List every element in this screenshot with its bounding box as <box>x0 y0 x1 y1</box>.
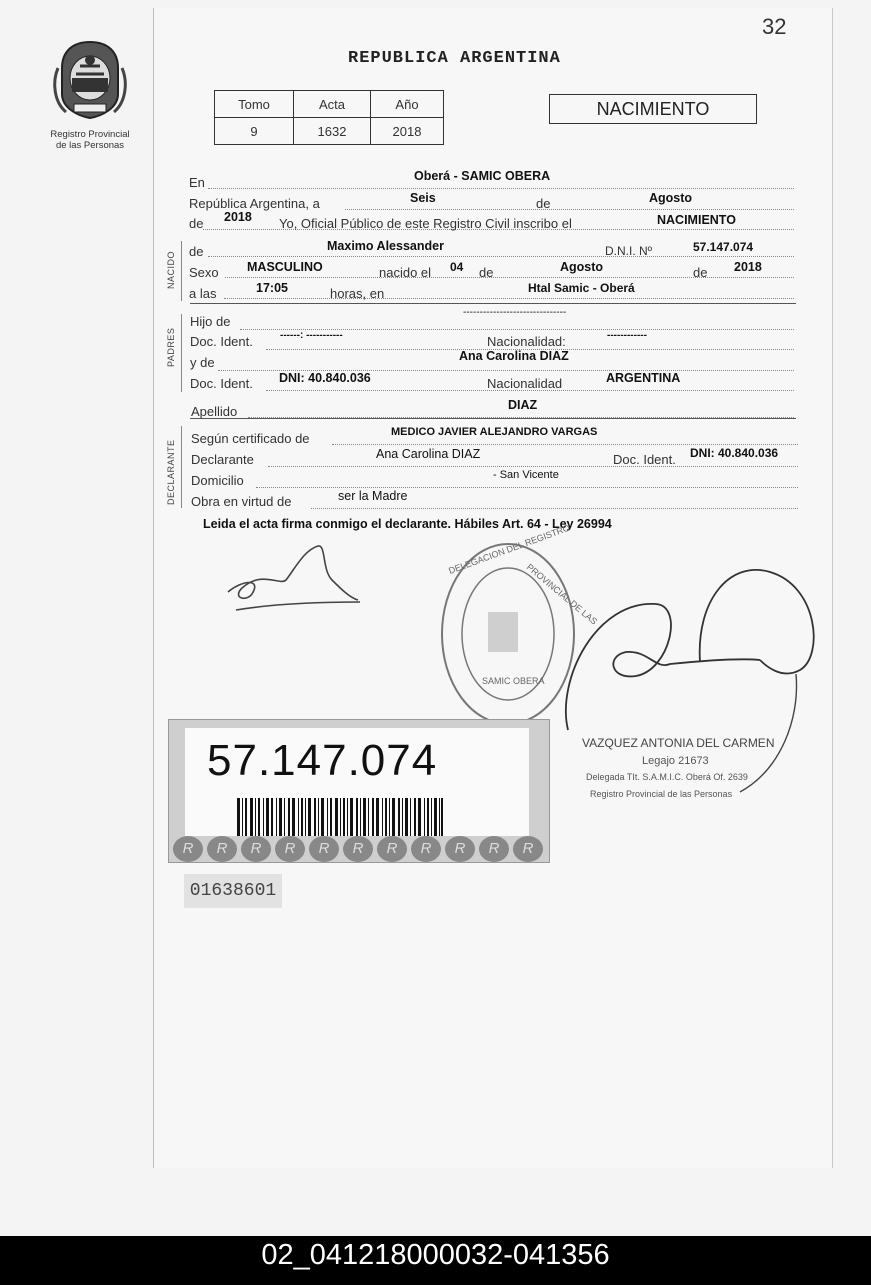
dni-value: 57.147.074 <box>693 240 754 254</box>
dni-barcode-card <box>168 719 550 863</box>
name-de-label: de <box>189 244 204 259</box>
official-registry: Registro Provincial de las Personas <box>590 789 733 799</box>
r-mark: R <box>377 836 407 862</box>
sexo-label: Sexo <box>189 265 219 280</box>
y-de-label: y de <box>190 355 215 370</box>
sex-value: MASCULINO <box>247 260 323 274</box>
page-number: 32 <box>762 14 787 39</box>
obra-value: ser la Madre <box>338 489 408 503</box>
r-mark: R <box>343 836 373 862</box>
official-name: VAZQUEZ ANTONIA DEL CARMEN <box>582 736 775 750</box>
doc-type-box: NACIMIENTO <box>549 94 757 124</box>
father-nationality-label: Nacionalidad: <box>487 334 566 349</box>
ano-value: 2018 <box>371 118 444 145</box>
r-mark: R <box>207 836 237 862</box>
obra-label: Obra en virtud de <box>191 494 292 509</box>
place-value: Oberá - SAMIC OBERA <box>414 169 551 183</box>
en-label: En <box>189 175 205 190</box>
surname-value: DIAZ <box>508 398 538 412</box>
certificate-value: MEDICO JAVIER ALEJANDRO VARGAS <box>391 426 598 438</box>
svg-text:DELEGACION DEL REGISTRO: DELEGACION DEL REGISTRO <box>447 522 572 576</box>
day-value: Seis <box>410 191 436 205</box>
official-text: Yo, Oficial Público de este Registro Civil inscribo el <box>279 216 572 231</box>
nacido-section-label: NACIDO <box>166 250 176 289</box>
r-mark: R <box>309 836 339 862</box>
year-value: 2018 <box>224 210 252 224</box>
child-name-value: Maximo Alessander <box>327 239 444 253</box>
time-value: 17:05 <box>256 281 288 295</box>
logo-caption-line2: de las Personas <box>55 140 125 151</box>
mother-doc-value: DNI: 40.840.036 <box>279 371 371 385</box>
declarant-signature <box>222 540 367 620</box>
serial-number-label: 01638601 <box>184 874 282 908</box>
watermark-r-row <box>169 836 553 862</box>
barcode-dni-number: 57.147.074 <box>207 736 438 785</box>
ano-header: Año <box>371 91 444 118</box>
r-mark: R <box>445 836 475 862</box>
father-nationality-value: ------------ <box>607 330 647 341</box>
r-mark: R <box>513 836 543 862</box>
logo-caption-line1: Registro Provincial <box>50 129 130 140</box>
document-title: REPUBLICA ARGENTINA <box>348 49 561 68</box>
padres-section-label: PADRES <box>166 327 176 367</box>
tomo-value: 9 <box>215 118 294 145</box>
svg-text:PROVINCIAL DE LAS: PROVINCIAL DE LAS <box>524 561 600 627</box>
tomo-header: Tomo <box>215 91 294 118</box>
father-name-value: ------------------------------- <box>463 307 567 318</box>
r-mark: R <box>275 836 305 862</box>
r-mark: R <box>173 836 203 862</box>
acta-value: 1632 <box>294 118 371 145</box>
closing-statement: Leida el acta firma conmigo el declarante. Hábiles Art. 64 - Ley 26994 <box>203 517 612 531</box>
document-footer-id: 02_041218000032-041356 <box>0 1236 871 1285</box>
declarant-doc-label: Doc. Ident. <box>613 452 676 467</box>
month-value: Agosto <box>649 191 693 205</box>
r-mark: R <box>241 836 271 862</box>
de-label-2: de <box>189 216 204 231</box>
a-las-label: a las <box>189 286 217 301</box>
horas-label: horas, en <box>330 286 385 301</box>
official-legajo: Legajo 21673 <box>642 755 709 767</box>
registry-table <box>214 90 444 145</box>
province-logo <box>44 38 136 151</box>
de-label-4: de <box>693 265 708 280</box>
declarante-section-label: DECLARANTE <box>166 439 176 505</box>
record-type-value: NACIMIENTO <box>657 213 736 227</box>
apellido-label: Apellido <box>191 404 238 419</box>
mother-nationality-value: ARGENTINA <box>606 371 681 385</box>
birth-day-value: 04 <box>450 260 464 274</box>
hijo-de-label: Hijo de <box>190 314 231 329</box>
coat-of-arms-icon <box>52 38 128 120</box>
birth-year-value: 2018 <box>734 260 762 274</box>
declarant-value: Ana Carolina DIAZ <box>376 447 481 461</box>
birth-place-value: Htal Samic - Oberá <box>528 281 635 295</box>
declarant-doc-value: DNI: 40.840.036 <box>690 446 779 460</box>
father-doc-label: Doc. Ident. <box>190 334 253 349</box>
r-mark: R <box>479 836 509 862</box>
father-doc-value: ------: ----------- <box>280 330 343 341</box>
nacido-el-label: nacido el <box>379 265 432 280</box>
acta-header: Acta <box>294 91 371 118</box>
de-label-3: de <box>479 265 494 280</box>
dni-label: D.N.I. Nº <box>605 244 653 258</box>
official-delegation: Delegada TIt. S.A.M.I.C. Oberá Of. 2639 <box>586 772 748 782</box>
address-value: - San Vicente <box>493 469 559 481</box>
certificado-label: Según certificado de <box>191 431 310 446</box>
barcode-icon <box>237 798 443 836</box>
domicilio-label: Domicilio <box>191 473 244 488</box>
svg-text:SAMIC OBERA: SAMIC OBERA <box>482 676 545 686</box>
mother-name-value: Ana Carolina DIAZ <box>459 349 569 363</box>
birth-month-value: Agosto <box>560 260 604 274</box>
r-mark: R <box>411 836 441 862</box>
de-label-1: de <box>536 196 551 211</box>
mother-nationality-label: Nacionalidad <box>487 376 563 391</box>
mother-doc-label: Doc. Ident. <box>190 376 253 391</box>
republic-label: República Argentina, a <box>189 196 320 211</box>
declarante-label: Declarante <box>191 452 254 467</box>
